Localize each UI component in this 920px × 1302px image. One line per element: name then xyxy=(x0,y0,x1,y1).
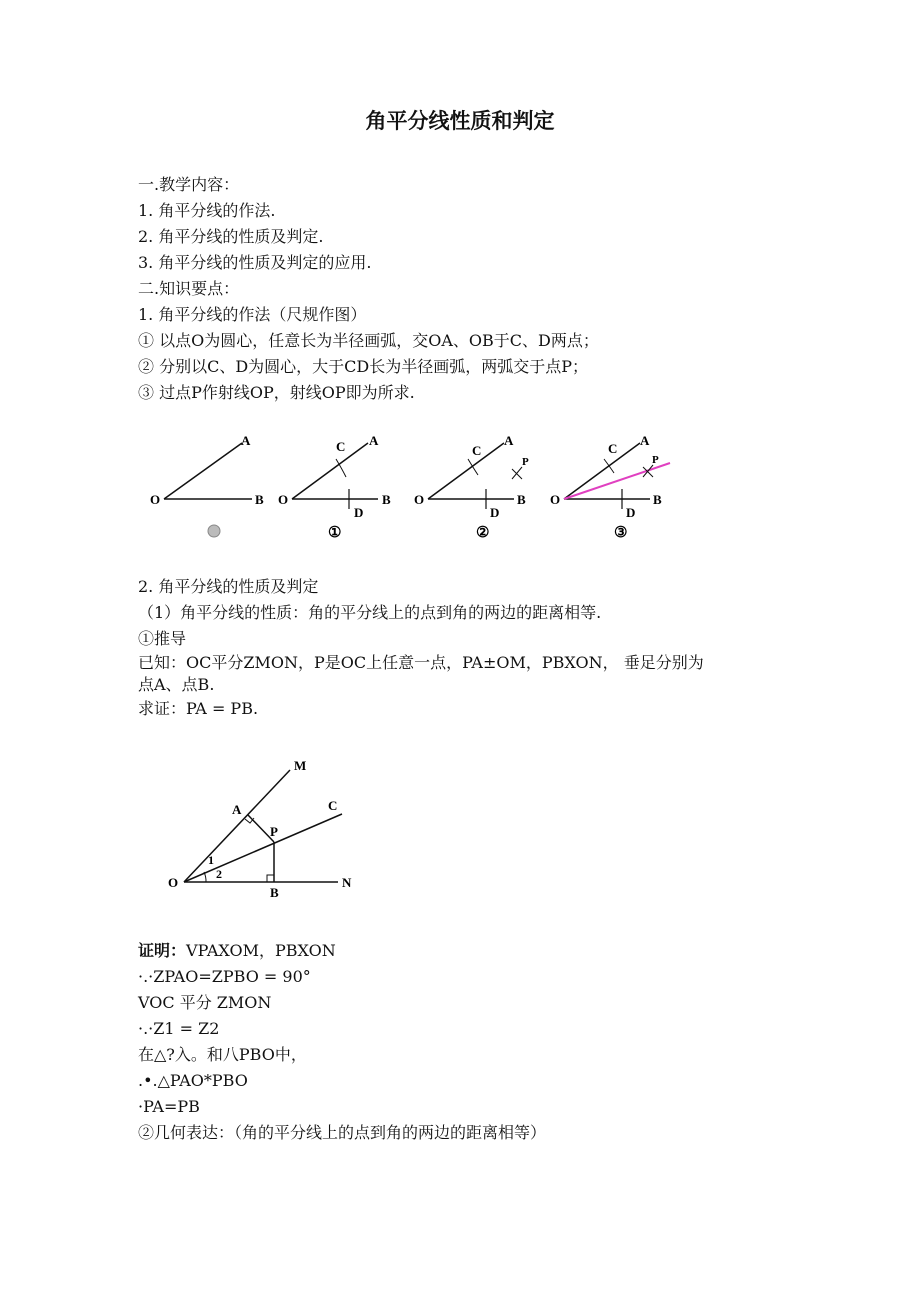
label-n: N xyxy=(342,875,352,890)
svg-text:O: O xyxy=(414,492,425,507)
svg-text:A: A xyxy=(369,433,379,448)
svg-text:A: A xyxy=(504,433,514,448)
prove-statement: 求证：PA = PB. xyxy=(138,699,259,718)
panel-step-1 xyxy=(278,433,391,541)
construction-title: 1. 角平分线的作法（尺规作图） xyxy=(138,305,367,324)
label-b2: B xyxy=(270,885,279,900)
proof-step-0: VPAXOM，PBXON xyxy=(186,941,336,960)
content-item-3: 3. 角平分线的性质及判定的应用. xyxy=(138,253,372,272)
svg-text:B: B xyxy=(517,492,526,507)
label-m: M xyxy=(294,758,307,773)
svg-text:C: C xyxy=(472,443,482,458)
label-a2: A xyxy=(232,802,242,817)
bisector-property-figure xyxy=(160,752,370,902)
ray-oc xyxy=(184,814,342,882)
label-o: O xyxy=(150,492,161,507)
svg-text:O: O xyxy=(278,492,289,507)
panel-step-3 xyxy=(550,433,670,541)
label-a: A xyxy=(241,433,251,448)
svg-text:D: D xyxy=(490,505,500,520)
svg-text:D: D xyxy=(354,505,364,520)
property-heading: 2. 角平分线的性质及判定 xyxy=(138,577,319,596)
proof-step-3: ·.·Z1 = Z2 xyxy=(138,1019,220,1038)
derive-label: ①推导 xyxy=(138,629,187,648)
proof-label: 证明： xyxy=(138,941,187,960)
svg-text:B: B xyxy=(382,492,391,507)
given-line-2: 点A、点B. xyxy=(138,675,215,694)
panel-step-2 xyxy=(414,433,529,541)
section-two-heading: 二.知识要点： xyxy=(138,279,240,298)
proof-step-6: ·PA=PB xyxy=(138,1097,200,1116)
proof-step-5: .•.△PAO*PBO xyxy=(138,1071,248,1090)
right-angle-b xyxy=(267,875,274,882)
svg-text:A: A xyxy=(640,433,650,448)
label-c2: C xyxy=(328,798,338,813)
panel-caption-2: ② xyxy=(476,525,490,541)
proof-step-4: 在△?入。和八PBO中， xyxy=(138,1045,307,1064)
section-one-heading: 一.教学内容： xyxy=(138,175,240,194)
panel-caption-1: ① xyxy=(328,525,342,541)
construction-step-2: ② 分别以C、D为圆心，大于CD长为半径画弧，两弧交于点P； xyxy=(138,357,588,376)
property-statement: （1）角平分线的性质：角的平分线上的点到角的两边的距离相等. xyxy=(138,603,602,622)
angle-2-label: 2 xyxy=(216,867,222,881)
angle-1-label: 1 xyxy=(208,853,214,867)
given-line-1: 已知：OC平分ZMON，P是OC上任意一点，PA±OM，PBXON， 垂足分别为 xyxy=(138,653,704,672)
proof-first-line xyxy=(138,940,336,962)
svg-text:C: C xyxy=(608,441,618,456)
svg-text:P: P xyxy=(522,456,529,468)
content-item-2: 2. 角平分线的性质及判定. xyxy=(138,227,324,246)
proof-step-2: VOC 平分 ZMON xyxy=(138,993,272,1012)
construction-step-1: ① 以点O为圆心，任意长为半径画弧，交OA、OB于C、D两点； xyxy=(138,331,599,350)
panel-caption-3: ③ xyxy=(614,525,628,541)
label-p2: P xyxy=(270,824,278,839)
construction-step-3: ③ 过点P作射线OP，射线OP即为所求. xyxy=(138,383,415,402)
label-b: B xyxy=(255,492,264,507)
geometric-expression: ②几何表达：（角的平分线上的点到角的两边的距离相等） xyxy=(138,1123,547,1142)
proof-step-1: ·.·ZPAO=ZPBO = 90° xyxy=(138,967,311,986)
panel-original-angle xyxy=(150,433,264,537)
content-item-1: 1. 角平分线的作法. xyxy=(138,201,276,220)
panel-0-mark xyxy=(208,525,220,537)
svg-text:C: C xyxy=(336,439,346,454)
label-o2: O xyxy=(168,875,179,890)
svg-text:P: P xyxy=(652,454,659,466)
svg-text:D: D xyxy=(626,505,636,520)
svg-text:B: B xyxy=(653,492,662,507)
svg-text:O: O xyxy=(550,492,561,507)
page-title: 角平分线性质和判定 xyxy=(365,109,555,133)
construction-figure xyxy=(140,425,700,550)
